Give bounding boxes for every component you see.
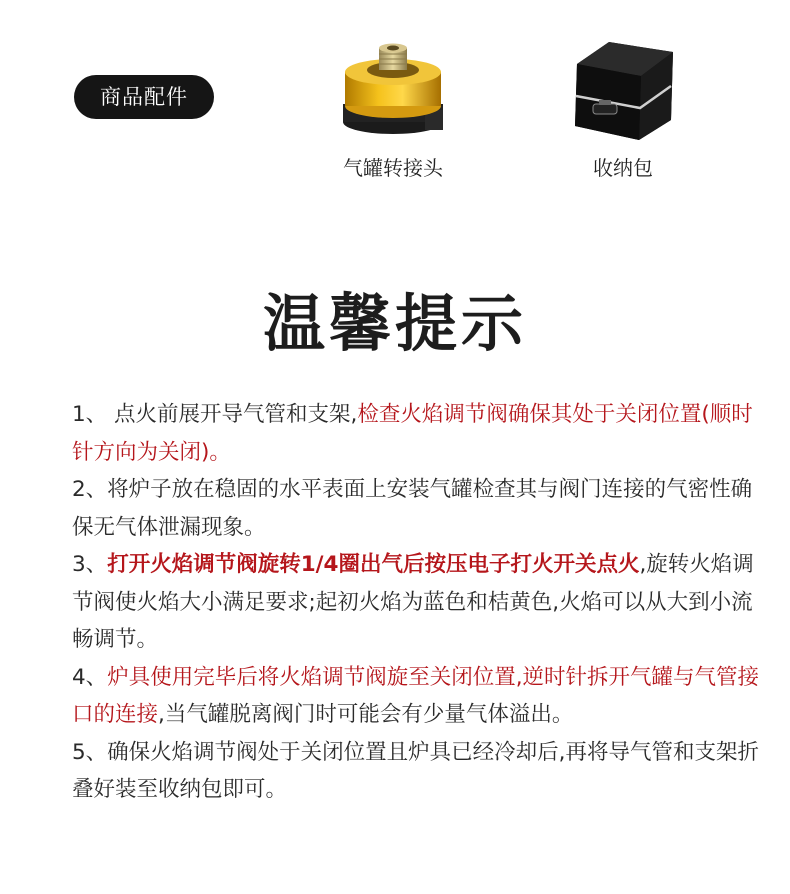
accessory-storage-case <box>558 34 688 181</box>
tip-text: ,当气罐脱离阀门时可能会有少量气体溢出。 <box>158 702 574 727</box>
accessories-badge: 商品配件 <box>74 75 214 119</box>
tip-item-1 <box>72 396 772 471</box>
tip-item-5 <box>72 734 772 809</box>
accessory-gas-adapter <box>318 34 468 181</box>
tip-item-3 <box>72 546 772 659</box>
tip-text: 4、 <box>72 664 108 690</box>
tip-item-2 <box>72 471 772 546</box>
tips-list <box>72 396 772 809</box>
tip-highlight: 检查火焰调节阀确保其处于关闭位置(顺时针方向为关闭)。 <box>72 402 753 465</box>
tip-text: 2、将炉子放在稳固的水平表面上安装气罐检查其与阀门连接的气密性确保无气体泄漏现象。 <box>72 477 753 540</box>
accessory-label: 收纳包 <box>593 156 653 180</box>
tip-text: 1、 点火前展开导气管和支架, <box>72 402 358 427</box>
tip-text: 5、确保火焰调节阀处于关闭位置且炉具已经冷却后,再将导气管和支架折叠好装至收纳包即可。 <box>72 739 760 802</box>
tip-item-4 <box>72 659 772 734</box>
tip-highlight: 炉具使用完毕后将火焰调节阀旋至关闭位置,逆时针拆开气罐与气管接口的连接 <box>72 664 760 727</box>
accessory-label: 气罐转接头 <box>343 156 443 180</box>
tips-title: 温馨提示 <box>262 287 527 360</box>
tip-text: 3、 <box>72 552 108 577</box>
gas-adapter-icon <box>333 34 453 144</box>
tip-text: ,旋转火焰调节阀使火焰大小满足要求;起初火焰为蓝色和桔黄色,火焰可以从大到小流畅调节。 <box>72 552 754 652</box>
storage-case-icon <box>563 34 683 144</box>
tip-highlight: 打开火焰调节阀旋转1/4圈出气后按压电子打火开关点火 <box>107 552 640 577</box>
